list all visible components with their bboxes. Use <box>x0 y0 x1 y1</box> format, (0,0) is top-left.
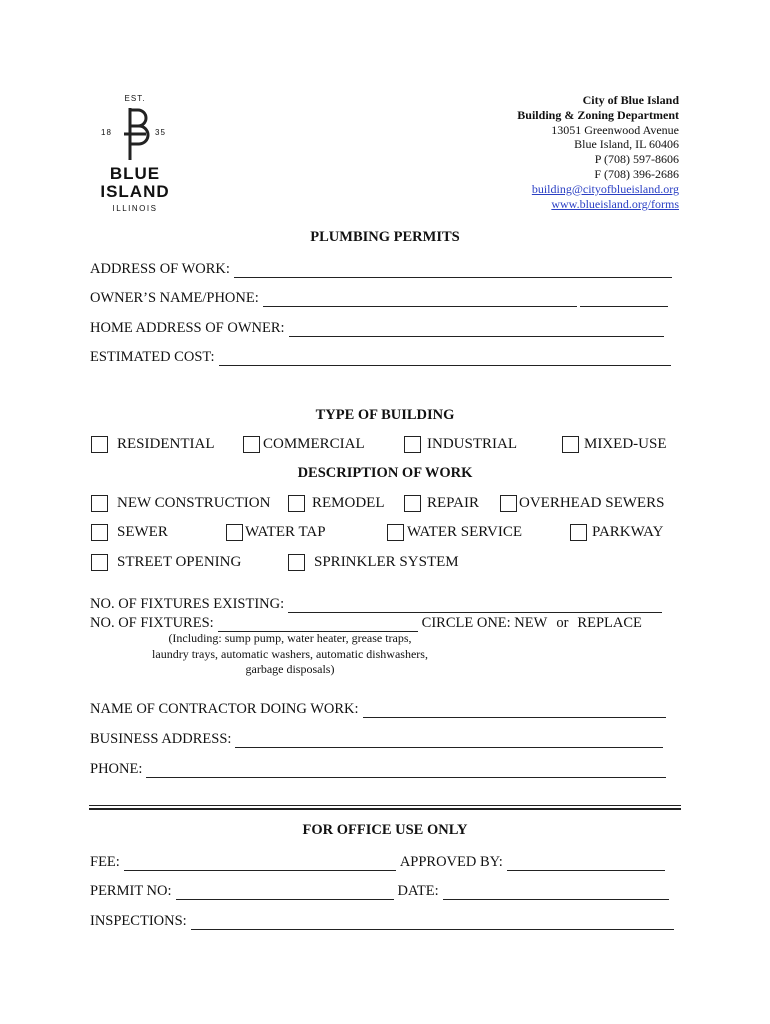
logo-island: ISLAND <box>100 182 170 201</box>
contractor-name-row <box>90 698 666 718</box>
checkbox-label: INDUSTRIAL <box>427 436 517 452</box>
checkbox-remodel[interactable] <box>288 495 385 512</box>
checkbox-street-opening[interactable] <box>91 554 241 571</box>
owner-name-phone-label: OWNER’S NAME/PHONE: <box>90 290 259 306</box>
header-city: City of Blue Island <box>582 93 679 107</box>
fixtures-existing-field[interactable] <box>288 598 662 613</box>
fixtures-note <box>90 631 490 678</box>
inspections-row <box>90 910 674 930</box>
checkbox-label: COMMERCIAL <box>263 436 365 452</box>
business-address-label: BUSINESS ADDRESS: <box>90 731 232 747</box>
checkbox-box[interactable] <box>91 554 108 571</box>
inspections-field[interactable] <box>191 915 674 930</box>
contractor-phone-field[interactable] <box>146 763 666 778</box>
checkbox-sewer[interactable] <box>91 524 168 541</box>
permit-no-field[interactable] <box>176 885 394 900</box>
circle-one-new-option[interactable]: CIRCLE ONE: NEW <box>421 615 548 631</box>
approved-by-label: APPROVED BY: <box>399 854 503 870</box>
checkbox-box[interactable] <box>288 495 305 512</box>
checkbox-box[interactable] <box>288 554 305 571</box>
or-text: or <box>556 615 569 631</box>
contractor-name-field[interactable] <box>363 703 666 718</box>
contractor-name-label: NAME OF CONTRACTOR DOING WORK: <box>90 701 359 717</box>
checkbox-parkway[interactable] <box>570 524 663 541</box>
owner-phone-field[interactable] <box>580 292 668 307</box>
header-city-state: Blue Island, IL 60406 <box>574 137 679 152</box>
header-website-link[interactable]: www.blueisland.org/forms <box>551 196 679 211</box>
estimated-cost-row <box>90 346 671 366</box>
business-address-field[interactable] <box>235 733 663 748</box>
address-of-work-field[interactable] <box>234 263 672 278</box>
date-label: DATE: <box>397 883 439 899</box>
logo-year-left: 18 <box>101 128 112 137</box>
fixtures-existing-row <box>90 593 662 613</box>
checkbox-commercial[interactable] <box>243 436 365 453</box>
checkbox-label: OVERHEAD SEWERS <box>519 495 665 511</box>
header-fax: F (708) 396-2686 <box>594 166 679 181</box>
checkbox-box[interactable] <box>91 436 108 453</box>
description-of-work-heading: DESCRIPTION OF WORK <box>297 465 473 481</box>
fixtures-count-row <box>90 612 642 632</box>
checkbox-water-service[interactable] <box>387 524 522 541</box>
logo-blue: BLUE <box>109 164 161 183</box>
header-street: 13051 Greenwood Avenue <box>551 122 679 137</box>
office-use-heading: FOR OFFICE USE ONLY <box>302 822 468 838</box>
header-email-link[interactable]: building@cityofblueisland.org <box>531 181 679 196</box>
fee-label: FEE: <box>90 854 120 870</box>
permit-no-row <box>90 880 669 900</box>
checkbox-water-tap[interactable] <box>226 524 326 541</box>
checkbox-box[interactable] <box>404 495 421 512</box>
estimated-cost-field[interactable] <box>219 351 671 366</box>
fixtures-count-label: NO. OF FIXTURES: <box>90 615 214 631</box>
checkbox-label: REMODEL <box>312 495 385 511</box>
business-address-row <box>90 728 663 748</box>
checkbox-new-construction[interactable] <box>91 495 270 512</box>
checkbox-label: WATER TAP <box>245 524 326 540</box>
address-of-work-label: ADDRESS OF WORK: <box>90 261 230 277</box>
owner-name-field[interactable] <box>263 292 577 307</box>
checkbox-box[interactable] <box>243 436 260 453</box>
checkbox-label: SEWER <box>117 524 168 540</box>
checkbox-box[interactable] <box>570 524 587 541</box>
checkbox-box[interactable] <box>387 524 404 541</box>
section-divider <box>89 808 681 810</box>
checkbox-industrial[interactable] <box>404 436 517 453</box>
section-divider <box>89 805 681 806</box>
checkbox-label: REPAIR <box>427 495 479 511</box>
checkbox-residential[interactable] <box>91 436 215 453</box>
estimated-cost-label: ESTIMATED COST: <box>90 349 215 365</box>
fixtures-note-line: (Including: sump pump, water heater, grease traps, <box>168 631 412 645</box>
checkbox-label: STREET OPENING <box>117 554 242 570</box>
fixtures-existing-label: NO. OF FIXTURES EXISTING: <box>90 596 285 612</box>
checkbox-mixed-use[interactable] <box>562 436 667 453</box>
fee-row <box>90 851 665 871</box>
contractor-phone-label: PHONE: <box>90 761 143 777</box>
checkbox-label: RESIDENTIAL <box>117 436 215 452</box>
home-address-label: HOME ADDRESS OF OWNER: <box>90 320 285 336</box>
checkbox-label: PARKWAY <box>592 524 664 540</box>
checkbox-label: SPRINKLER SYSTEM <box>314 554 459 570</box>
checkbox-box[interactable] <box>404 436 421 453</box>
checkbox-repair[interactable] <box>404 495 479 512</box>
checkbox-box[interactable] <box>500 495 517 512</box>
logo-year-right: 35 <box>155 128 166 137</box>
logo <box>90 94 180 216</box>
address-of-work-row <box>90 258 672 278</box>
checkbox-sprinkler-system[interactable] <box>288 554 459 571</box>
home-address-row <box>90 317 664 337</box>
checkbox-overhead-sewers[interactable] <box>500 495 664 512</box>
fee-field[interactable] <box>124 856 396 871</box>
checkbox-box[interactable] <box>91 495 108 512</box>
fixtures-count-field[interactable] <box>218 617 418 632</box>
replace-option[interactable]: REPLACE <box>577 615 642 631</box>
checkbox-label: NEW CONSTRUCTION <box>117 495 271 511</box>
permit-no-label: PERMIT NO: <box>90 883 172 899</box>
checkbox-box[interactable] <box>562 436 579 453</box>
date-field[interactable] <box>443 885 669 900</box>
fixtures-note-line: garbage disposals) <box>245 662 335 676</box>
approved-by-field[interactable] <box>507 856 665 871</box>
logo-monogram-icon <box>118 106 152 162</box>
owner-name-phone-row <box>90 287 668 307</box>
type-of-building-heading: TYPE OF BUILDING <box>315 407 455 423</box>
inspections-label: INSPECTIONS: <box>90 913 187 929</box>
header-department: Building & Zoning Department <box>517 107 679 122</box>
contractor-phone-row <box>90 758 666 778</box>
checkbox-box[interactable] <box>91 524 108 541</box>
home-address-field[interactable] <box>289 322 664 337</box>
checkbox-box[interactable] <box>226 524 243 541</box>
checkbox-label: MIXED-USE <box>584 436 667 452</box>
logo-est: EST. <box>124 94 146 103</box>
form-title: PLUMBING PERMITS <box>310 229 460 245</box>
fixtures-note-line: laundry trays, automatic washers, automatic dishwashers, <box>152 646 428 661</box>
logo-illinois: ILLINOIS <box>112 204 158 213</box>
checkbox-label: WATER SERVICE <box>407 524 523 540</box>
header-phone: P (708) 597-8606 <box>594 152 679 167</box>
header-address <box>517 93 679 211</box>
